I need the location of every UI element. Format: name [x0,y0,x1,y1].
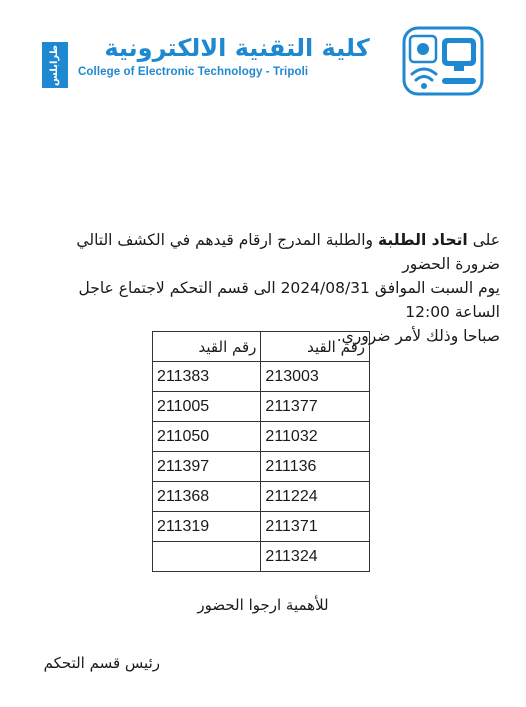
college-name-english: College of Electronic Technology - Tripoli [78,66,309,78]
table-row [153,362,370,392]
table-header-row [153,332,370,362]
table-cell: 211136 [261,452,370,482]
table-cell: 211224 [261,482,370,512]
column-header: رقم القيد [261,332,370,362]
table-row [153,392,370,422]
table-row [153,542,370,572]
table-cell: 211050 [153,422,261,452]
table-row [153,452,370,482]
notice-prefix: على [472,231,500,249]
registration-numbers-table [152,331,370,572]
table-row [153,512,370,542]
table-cell: 211397 [153,452,261,482]
table-cell [153,542,261,572]
college-logo-icon [402,26,484,96]
notice-line-1 [30,228,500,276]
table-cell: 211383 [153,362,261,392]
table-cell: 211032 [261,422,370,452]
signature-title: رئيس قسم التحكم [43,654,160,672]
table-row [153,422,370,452]
table-cell: 211319 [153,512,261,542]
notice-bold-phrase: اتحاد الطلبة [377,231,468,249]
city-badge [42,42,68,88]
city-label: طرابلس [49,44,61,86]
notice-paragraph [30,228,500,348]
table-cell: 211377 [261,392,370,422]
table-row [153,482,370,512]
notice-line-3: صباحا وذلك لأمر ضروري. [336,327,500,345]
column-header: رقم القيد [153,332,261,362]
notice-line-2: يوم السبت الموافق 2024/08/31 الى قسم التحكم لاجتماع عاجل الساعة 12:00 [78,279,500,321]
table-cell: 211371 [261,512,370,542]
table-cell: 211005 [153,392,261,422]
table-cell: 213003 [261,362,370,392]
notice-line-1-rest: والطلبة المدرج ارقام قيدهم في الكشف التالي ضرورة الحضور [76,231,500,273]
table-cell: 211324 [261,542,370,572]
attendance-importance-note: للأهمية ارجوا الحضور [197,596,329,614]
college-name-arabic: كلية التقنية الالكترونية [104,34,370,62]
college-header [42,26,482,96]
table-cell: 211368 [153,482,261,512]
